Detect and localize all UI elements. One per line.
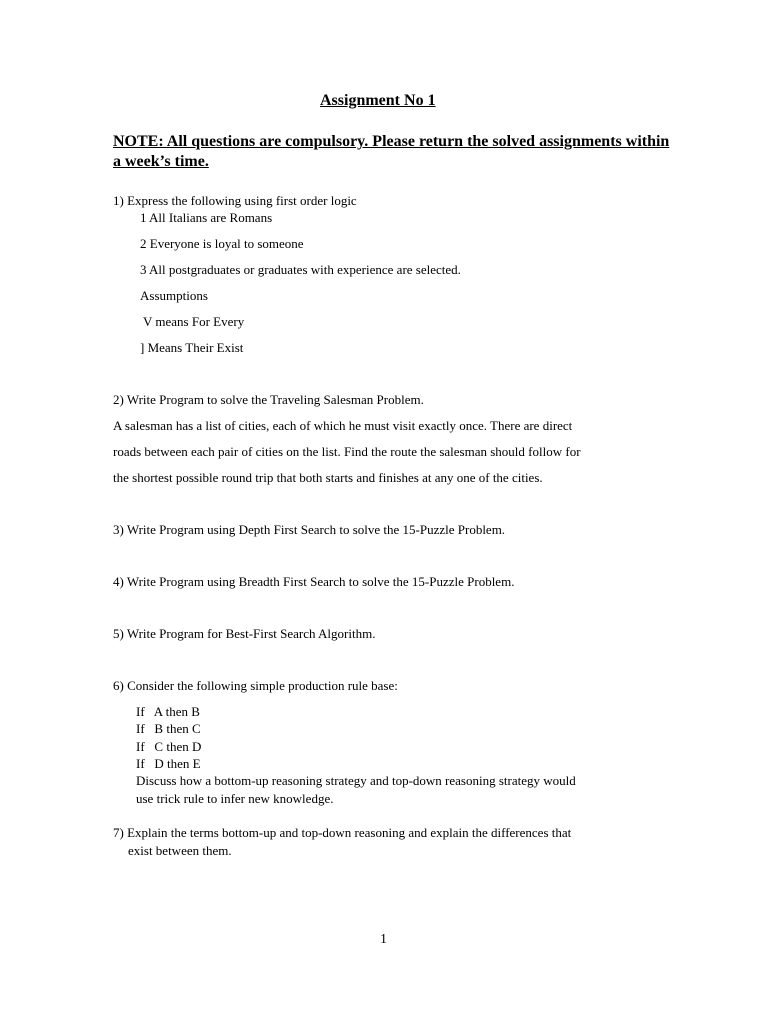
question-6-discuss: Discuss how a bottom-up reasoning strategy and top-down reasoning strategy would [136, 773, 576, 788]
assumptions-label: Assumptions [140, 288, 208, 303]
question-6-stem: 6) Consider the following simple production rule base: [113, 678, 398, 693]
question-4: 4) Write Program using Breadth First Search to solve the 15-Puzzle Problem. [113, 574, 515, 589]
question-7-line: exist between them. [128, 843, 232, 858]
assumption-item: ] Means Their Exist [140, 340, 244, 355]
assignment-title: Assignment No 1 [320, 92, 436, 109]
question-2-line: A salesman has a list of cities, each of which he must visit exactly once. There are direct [113, 418, 573, 433]
question-6-discuss: use trick rule to infer new knowledge. [136, 791, 334, 806]
assumption-item: V means For Every [143, 314, 245, 329]
question-5: 5) Write Program for Best-First Search Algorithm. [113, 626, 376, 641]
question-1-stem: 1) Express the following using first order logic [113, 193, 357, 208]
question-7-line: 7) Explain the terms bottom-up and top-down reasoning and explain the differences that [113, 825, 572, 840]
rule-item: If D then E [136, 756, 201, 771]
question-2-line: the shortest possible round trip that both starts and finishes at any one of the cities. [113, 470, 543, 485]
rule-item: If B then C [136, 721, 201, 736]
question-1-item: 1 All Italians are Romans [140, 210, 273, 225]
question-2-line: roads between each pair of cities on the list. Find the route the salesman should follow for [113, 444, 581, 459]
page-number: 1 [380, 932, 387, 947]
question-2-stem: 2) Write Program to solve the Traveling Salesman Problem. [113, 392, 424, 407]
rule-item: If A then B [136, 704, 200, 719]
question-1-item: 3 All postgraduates or graduates with experience are selected. [140, 262, 461, 277]
rule-item: If C then D [136, 739, 202, 754]
note-heading: NOTE: All questions are compulsory. Please return the solved assignments within a week’s time. [113, 133, 670, 170]
question-1-item: 2 Everyone is loyal to someone [140, 236, 304, 251]
question-3: 3) Write Program using Depth First Search to solve the 15-Puzzle Problem. [113, 522, 506, 537]
